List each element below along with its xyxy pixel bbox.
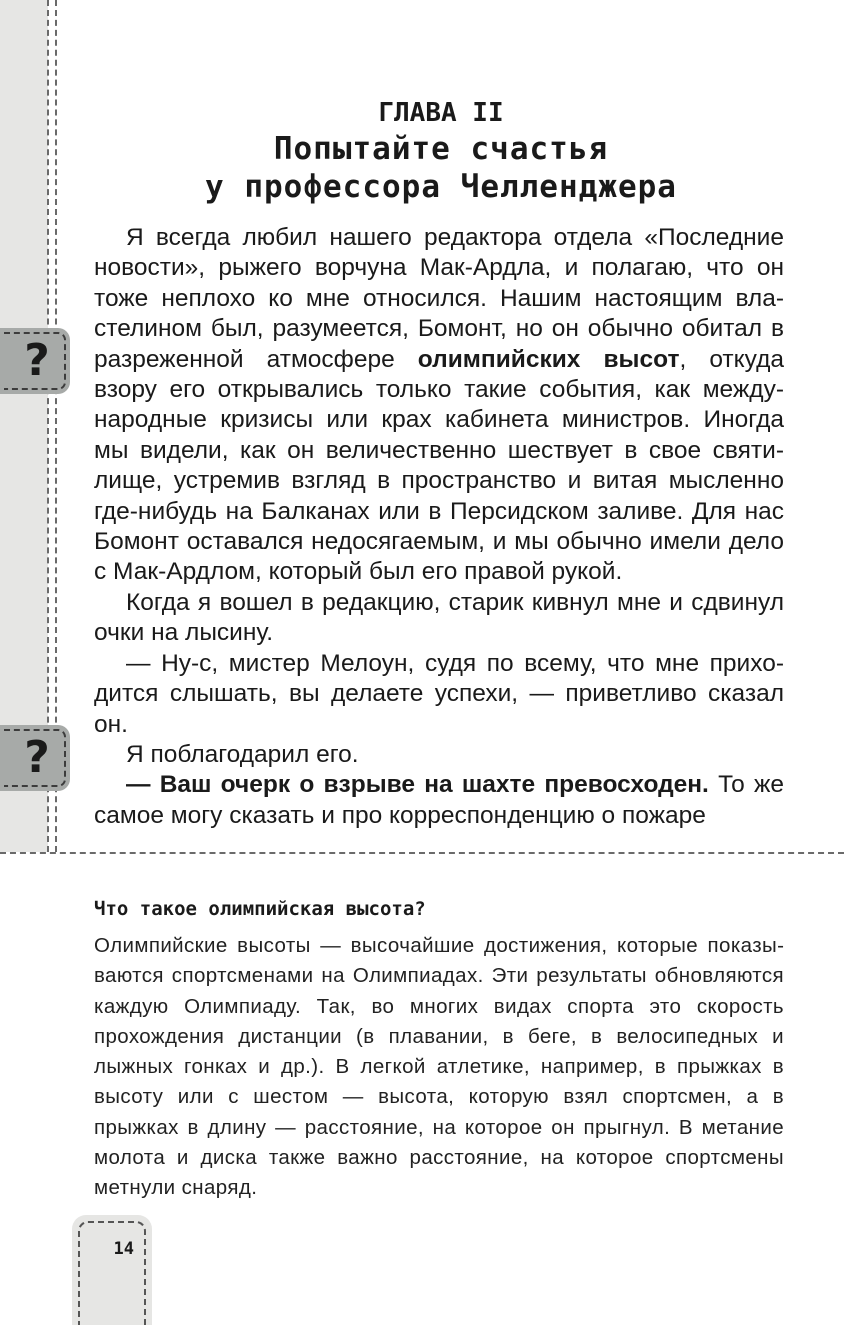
question-mark-icon: ? [24, 335, 50, 386]
chapter-number: ГЛАВА II [378, 98, 504, 128]
sidebar-question: Что такое олимпийская высота? [94, 898, 426, 920]
paragraph: — Ваш очерк о взрыве на шахте превосходен. То же самое могу сказать и про корреспонденцию о пожаре [94, 771, 784, 829]
paragraph: — Ну-с, мистер Мелоун, судя по всему, что мне приходится слышать, вы делаете успехи, — приветливо сказал он. [94, 649, 784, 738]
chapter-heading [96, 96, 786, 206]
question-mark-icon: ? [24, 732, 50, 783]
question-mark-tab [0, 725, 70, 791]
paragraph: Когда я вошел в редакцию, старик кивнул мне и сдвинул очки на лысину. [94, 588, 784, 647]
sidebar-answer: Олимпийские высоты — высочайшие достижения, которые показываются спортсменами на Олимпиадах. Эти результаты обновляются каждую Олимпиаду. Так, во многих видах спорта это скорость прохождения дистанции (в плавании, в беге, в велосипедных и лыжных гонках и др.). В легкой атлетике, например, в прыжках в высоту или с шестом — высота, которую взял спортсмен, а в прыжках в длину — расстояние, на которое он прыгнул. В метание молота и диска также важно расстояние, на которое спортсмены метнули снаряд. [94, 934, 784, 1200]
page-number-tab [72, 1215, 152, 1325]
paragraph: Я всегда любил нашего редактора отдела «Последние новости», рыжего ворчуна Мак-Ардла, и полагаю, что он тоже неплохо ко мне относился. Нашим настоящим властелином был, разумеется, Бомонт, но он обычно обитал в разреженной атмосфере олимпийских высот, откуда взору его открывались только такие события, как международные кризисы или крах кабинета министров. Иногда мы видели, как он величественно шествует в свое святилище, устремив взгляд в пространство и витая мысленно где-нибудь на Балканах или в Персидском заливе. Для нас Бомонт оставался недосягаемым, и мы обычно имели дело с Мак-Ардлом, который был его правой рукой. [94, 224, 785, 586]
page-number: 14 [113, 1239, 134, 1259]
question-mark-tab [0, 328, 70, 394]
main-text [94, 223, 784, 831]
chapter-title-line-2: у профессора Челленджера [205, 169, 677, 205]
highlighted-term: — Ваш очерк о взрыве на шахте превосходен. [126, 771, 709, 799]
highlighted-term: олимпийских высот [417, 345, 680, 373]
chapter-title-line-1: Попытайте счастья [273, 131, 609, 167]
section-divider [0, 852, 844, 854]
paragraph: Я поблагодарил его. [126, 740, 359, 768]
